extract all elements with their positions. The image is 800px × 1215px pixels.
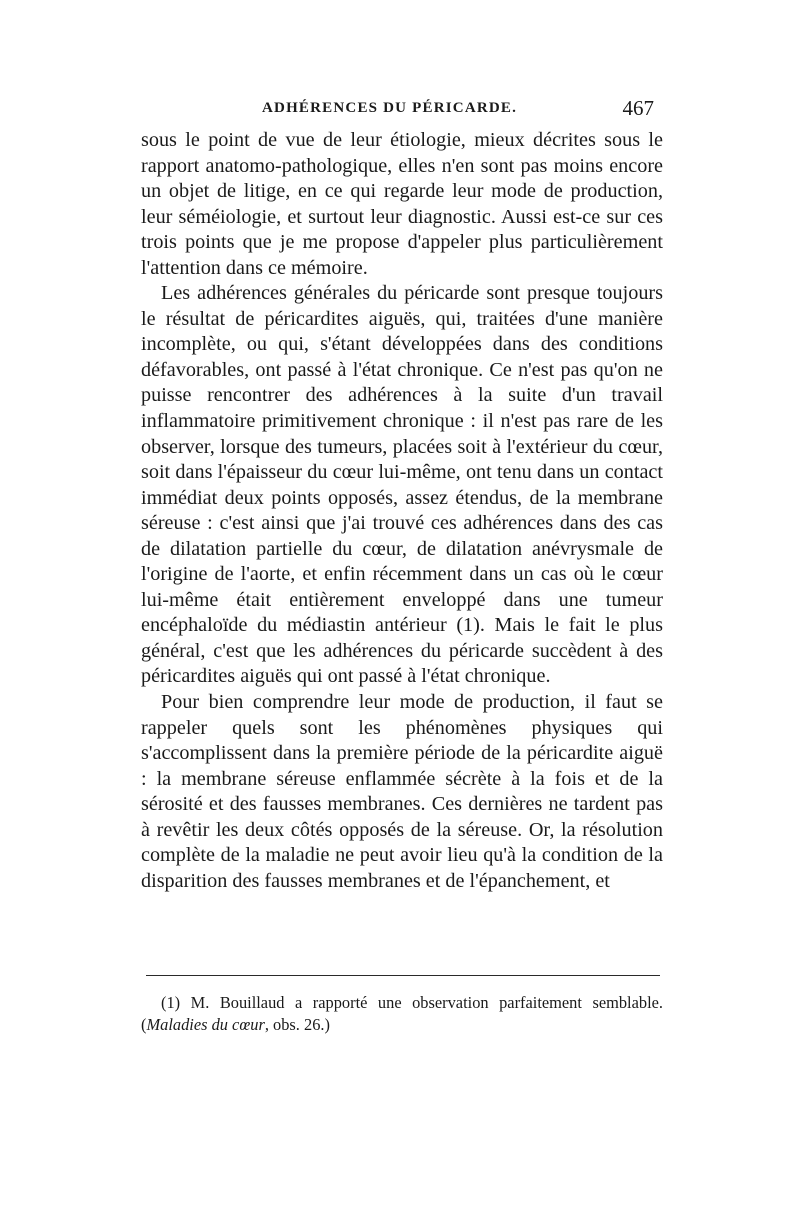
footnote-1 — [141, 992, 663, 1036]
footnote-separator-rule — [146, 975, 660, 976]
footnote — [141, 992, 663, 1036]
footnote-text: (1) M. Bouillaud a rapporté une observation parfaitement semblable. ( — [141, 993, 663, 1034]
paragraph-mode-de-production: Pour bien comprendre leur mode de production, il faut se rappeler quels sont les phénomènes physiques qui s'accomplissent dans la première période de la péricardite aiguë : la membrane séreuse enflammée sécrète à la fois et de la sérosité et des fausses membranes. Ces dernières ne tardent pas à revêtir les deux côtés opposés de la séreuse. Or, la résolution complète de la maladie ne peut avoir lieu qu'à la condition de la disparition des fausses membranes et de l'épanchement, et — [141, 691, 663, 892]
paragraph-continuation: sous le point de vue de leur étiologie, mieux décrites sous le rapport anatomo-pathologique, elles n'en sont pas moins encore un objet de litige, en ce qui regarde leur mode de production, leur séméiologie, et surtout leur diagnostic. Aussi est-ce sur ces trois points que je me propose d'appeler plus particulièrement l'attention dans ce mémoire. — [141, 129, 663, 279]
body-text — [141, 128, 663, 894]
running-title: ADHÉRENCES DU PÉRICARDE. — [262, 100, 518, 116]
running-header — [140, 96, 660, 124]
footnote-cited-work: Maladies du cœur — [146, 1015, 265, 1034]
footnote-reference: , obs. 26.) — [264, 1015, 330, 1034]
paragraph-adherences-generales: Les adhérences générales du péricarde sont presque toujours le résultat de péricardites aiguës, qui, traitées d'une manière incomplète, ou qui, s'étant développées dans des conditions défavorables, ont passé à l'état chronique. Ce n'est pas qu'on ne puisse rencontrer des adhérences à la suite d'un travail inflammatoire primitivement chronique : il n'est pas rare de les observer, lorsque des tumeurs, placées soit à l'extérieur du cœur, soit dans l'épaisseur du cœur lui-même, ont tenu dans un contact immédiat deux points opposés, assez étendus, de la membrane séreuse : c'est ainsi que j'ai trouvé ces adhérences dans des cas de dilatation partielle du cœur, de dilatation anévrysmale de l'origine de l'aorte, et enfin récemment dans un cas où le cœur lui-même était entièrement enveloppé dans une tumeur encéphaloïde du médiastin antérieur (1). Mais le fait le plus général, c'est que les adhérences du péricarde succèdent à des péricardites aiguës qui ont passé à l'état chronique. — [141, 282, 663, 688]
page-number: 467 — [622, 96, 654, 120]
